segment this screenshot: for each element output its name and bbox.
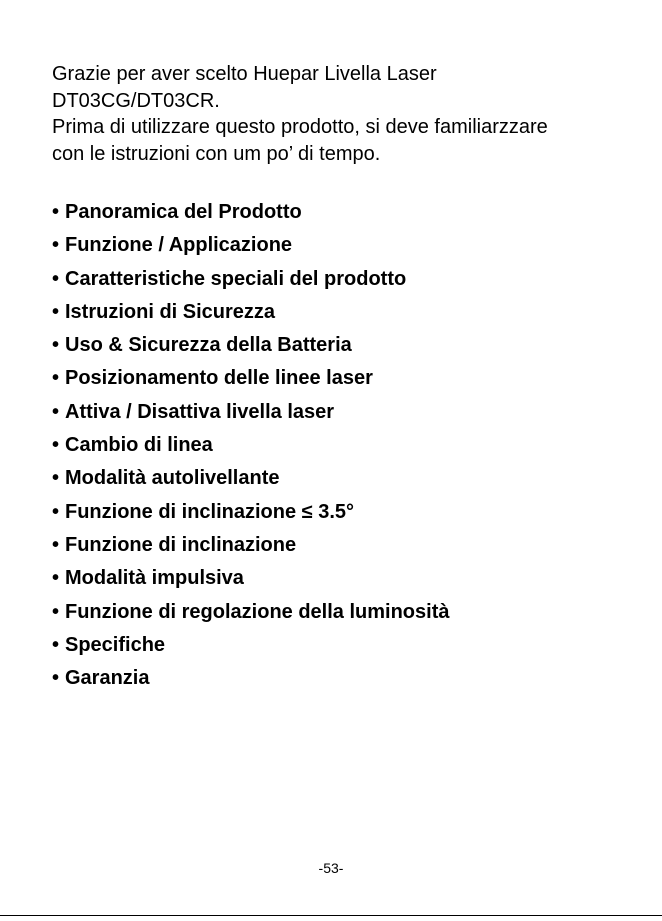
contents-item-label: Specifiche — [65, 633, 166, 656]
contents-item-label: Funzione di regolazione della luminosità — [65, 600, 450, 623]
contents-item-label: Attiva / Disattiva livella laser — [65, 400, 335, 423]
bullet-icon: • — [52, 567, 60, 590]
contents-list — [52, 196, 449, 695]
contents-item-label: Garanzia — [65, 667, 150, 690]
intro-line: Prima di utilizzare questo prodotto, si deve familiarzzare — [52, 116, 548, 138]
contents-item — [52, 596, 449, 629]
contents-item-label: Istruzioni di Sicurezza — [65, 300, 276, 323]
contents-item-label: Modalità impulsiva — [65, 567, 244, 590]
contents-item — [52, 529, 449, 562]
bullet-icon: • — [52, 467, 60, 490]
contents-item — [52, 263, 449, 296]
contents-item-label: Panoramica del Prodotto — [65, 201, 302, 223]
contents-item — [52, 196, 449, 229]
intro-line: DT03CG/DT03CR. — [52, 89, 220, 112]
bullet-icon: • — [52, 334, 60, 357]
bullet-icon: • — [52, 367, 60, 390]
bottom-divider — [0, 915, 662, 916]
contents-item-label: Posizionamento delle linee laser — [65, 367, 373, 390]
contents-item — [52, 329, 449, 362]
bullet-icon: • — [52, 234, 60, 257]
bullet-icon: • — [52, 201, 60, 223]
contents-item-label: Cambio di linea — [65, 434, 213, 457]
contents-item — [52, 662, 449, 695]
contents-item — [52, 362, 449, 395]
bullet-icon: • — [52, 533, 60, 556]
contents-item — [52, 462, 449, 495]
bullet-icon: • — [52, 600, 60, 623]
contents-item — [52, 229, 449, 262]
contents-item — [52, 562, 449, 595]
contents-item — [52, 629, 449, 662]
contents-item — [52, 296, 449, 329]
intro-line: Grazie per aver scelto Huepar Livella Laser — [52, 63, 437, 85]
contents-item-label: Modalità autolivellante — [65, 467, 280, 490]
contents-item-label: Caratteristiche speciali del prodotto — [65, 267, 407, 290]
contents-item-label: Funzione di inclinazione ≤ 3.5° — [65, 500, 355, 523]
contents-item — [52, 396, 449, 429]
contents-item — [52, 429, 449, 462]
contents-item — [52, 496, 449, 529]
contents-item-label: Uso & Sicurezza della Batteria — [65, 334, 352, 357]
bullet-icon: • — [52, 267, 60, 290]
bullet-icon: • — [52, 633, 60, 656]
bullet-icon: • — [52, 434, 60, 457]
bullet-icon: • — [52, 500, 60, 523]
contents-item-label: Funzione / Applicazione — [65, 234, 293, 257]
intro-line: con le istruzioni con um po’ di tempo. — [52, 142, 381, 165]
bullet-icon: • — [52, 667, 60, 690]
bullet-icon: • — [52, 300, 60, 323]
contents-item-label: Funzione di inclinazione — [65, 533, 297, 556]
intro-text — [52, 61, 652, 167]
bullet-icon: • — [52, 400, 60, 423]
page-number: -53- — [318, 860, 344, 876]
